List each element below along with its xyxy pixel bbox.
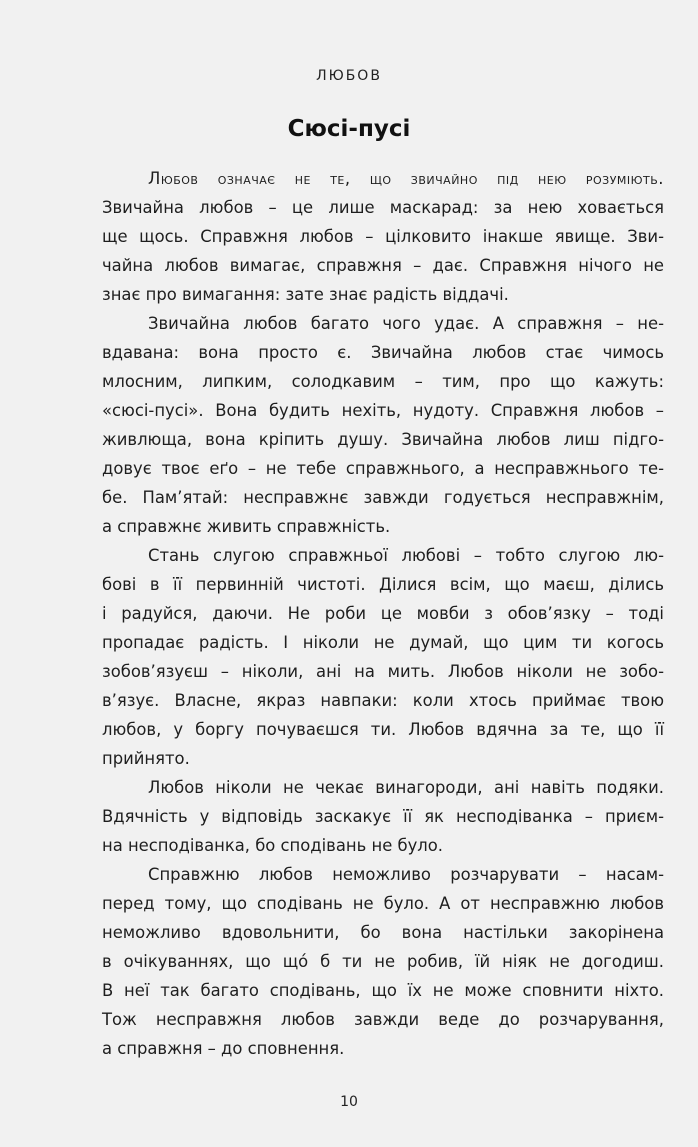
- text-line: ще щось. Справжня любов – цілковито інакше явище. Зви-: [102, 227, 664, 246]
- text-line: в’язує. Власне, якраз навпаки: коли хтось приймає твою: [102, 691, 664, 710]
- chapter-title: Сюсі-пусі: [287, 116, 411, 142]
- text-line: бові в її первинній чистоті. Ділися всім, що маєш, ділись: [102, 575, 664, 594]
- text-line: довує твоє еґо – не тебе справжнього, а несправжнього те-: [102, 459, 664, 478]
- text-line: зобов’язуєш – ніколи, ані на мить. Любов ніколи не зобо-: [102, 662, 664, 681]
- text-line: Вдячність у відповідь заскакує її як несподіванка – приєм-: [102, 807, 664, 826]
- text-line: бе. Пам’ятай: несправжнє завжди годується несправжнім,: [102, 488, 664, 507]
- text-line: Тож несправжня любов завжди веде до розчарування,: [102, 1010, 664, 1029]
- text-line: Любов ніколи не чекає винагороди, ані навіть подяки.: [148, 778, 664, 797]
- text-line: Стань слугою справжньої любові – тобто слугою лю-: [148, 546, 664, 565]
- page-number: 10: [340, 1094, 358, 1110]
- text-line: вдавана: вона просто є. Звичайна любов стає чимось: [102, 343, 664, 362]
- text-line: Звичайна любов – це лише маскарад: за нею ховається: [102, 198, 664, 217]
- body-text: [102, 164, 664, 1063]
- text-line: неможливо вдовольнити, бо вона настільки закорінена: [102, 923, 664, 942]
- text-line: В неї так багато сподівань, що їх не може сповнити ніхто.: [102, 981, 664, 1000]
- text-line: Любов означає не те, що звичайно під нею розуміють.: [148, 169, 664, 188]
- text-line: на несподіванка, бо сподівань не було.: [102, 836, 444, 855]
- text-line: «сюсі-пусі». Вона будить нехіть, нудоту. Справжня любов –: [102, 401, 664, 420]
- text-line: живлюща, вона кріпить душу. Звичайна любов лиш підго-: [102, 430, 664, 449]
- text-line: любов, у боргу почуваєшся ти. Любов вдячна за те, що її: [102, 720, 664, 739]
- text-line: в очікуваннях, що щó б ти не робив, їй ніяк не догодиш.: [102, 952, 664, 971]
- text-line: а справжнє живить справжність.: [102, 517, 391, 536]
- text-line: Справжню любов неможливо розчарувати – насам-: [148, 865, 664, 884]
- text-line: млосним, липким, солодкавим – тим, про що кажуть:: [102, 372, 664, 391]
- text-line: знає про вимагання: зате знає радість віддачі.: [102, 285, 509, 304]
- text-line: чайна любов вимагає, справжня – дає. Справжня нічого не: [102, 256, 664, 275]
- text-line: і радуйся, даючи. Не роби це мовби з обов’язку – тоді: [102, 604, 664, 623]
- running-head: ЛЮБОВ: [316, 68, 382, 84]
- text-line: перед тому, що сподівань не було. А от несправжню любов: [102, 894, 664, 913]
- text-line: Звичайна любов багато чого удає. А справжня – не-: [148, 314, 664, 333]
- text-line: прийнято.: [102, 749, 190, 768]
- text-line: пропадає радість. І ніколи не думай, що цим ти когось: [102, 633, 664, 652]
- text-line: а справжня – до сповнення.: [102, 1039, 345, 1058]
